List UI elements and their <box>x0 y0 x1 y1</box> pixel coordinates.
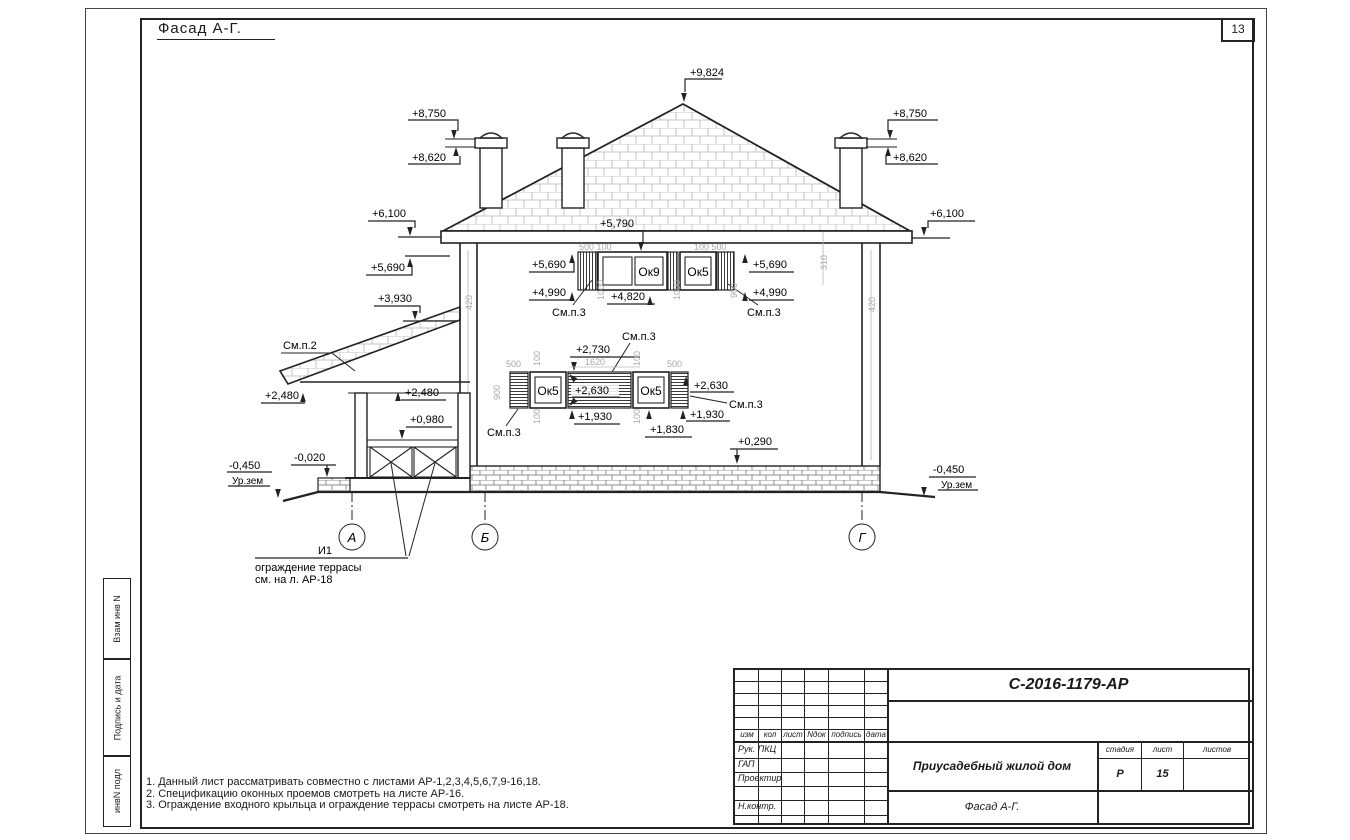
title-block <box>733 668 1250 825</box>
mark-urzem-left: Ур.зем <box>232 476 264 487</box>
porch-post-right <box>458 393 470 478</box>
window-label-ok5-b: Ок5 <box>640 384 662 398</box>
mark-2630-right: +2,630 <box>694 380 728 392</box>
dim-500-100: 500 100 <box>579 242 612 252</box>
mark-peak: +9,824 <box>690 67 724 79</box>
mark-chimney-top-left: +8,750 <box>412 108 446 120</box>
shutter-lower-right <box>671 372 688 408</box>
mark-5790: +5,790 <box>600 218 634 230</box>
side-strip-cell-podpis: Подпись и дата <box>103 658 131 757</box>
axis-label-a: А <box>347 530 357 545</box>
tb-col-kol: кол <box>763 730 777 739</box>
dim-1000-b: 1000 <box>672 279 682 300</box>
mark-m0450-right: -0,450 <box>933 464 965 476</box>
mark-m0450-left: -0,450 <box>229 460 261 472</box>
dim-500-lowleft: 500 <box>506 359 522 369</box>
note-3: 3. Ограждение входного крыльца и ограждение террасы смотреть на листе АР-18. <box>146 799 569 812</box>
dim-100-b: 100 <box>632 350 642 366</box>
shutter-lower-left <box>510 372 528 408</box>
mark-chimney-top-right: +8,750 <box>893 108 927 120</box>
terrace-note-line3: см. на л. АР-18 <box>255 574 333 586</box>
axis-label-g: Г <box>858 530 866 545</box>
chimney-left <box>475 133 507 208</box>
mark-5690-left: +5,690 <box>371 262 405 274</box>
mark-2480-in: +2,480 <box>405 387 439 399</box>
tb-role-ruk: Рук. ПКЦ <box>738 744 777 754</box>
window-label-ok9: Ок9 <box>638 265 660 279</box>
mark-m0020: -0,020 <box>294 452 326 464</box>
dim-420-left: 420 <box>464 294 474 310</box>
tb-role-proektir: Проектир <box>738 773 782 783</box>
dim-500-lowright: 500 <box>667 359 683 369</box>
mark-0290: +0,290 <box>738 436 772 448</box>
dim-1000-a: 1000 <box>596 279 606 300</box>
mark-eave-right: +6,100 <box>930 208 964 220</box>
window-label-ok5-a: Ок5 <box>537 384 559 398</box>
shutter-upper-left <box>578 252 597 290</box>
tb-stage-value: Р <box>1116 768 1124 780</box>
mark-chimney-bot-left: +8,620 <box>412 152 446 164</box>
drawing-title: Фасад А-Г. <box>158 20 242 37</box>
porch-step <box>318 478 350 492</box>
mark-urzem-right: Ур.зем <box>941 480 973 491</box>
mark-5690-band-left: +5,690 <box>532 259 566 271</box>
ref-smp3-lower-right: См.п.3 <box>729 399 763 411</box>
ref-smp3-mid: См.п.3 <box>622 331 656 343</box>
side-strip-cell-vzam: Взам инв N <box>103 578 131 660</box>
tb-col-podpis: подпись <box>831 730 862 739</box>
dim-900-upper: 900 <box>729 282 739 298</box>
dim-900-lower: 900 <box>492 384 502 400</box>
tb-sheets-label: листов <box>1202 745 1232 754</box>
mark-2480-out: +2,480 <box>265 390 299 402</box>
axes <box>339 492 875 550</box>
ref-smp3-upper-left: См.п.3 <box>552 307 586 319</box>
plinth <box>470 466 880 492</box>
dim-100-d: 100 <box>632 408 642 424</box>
dim-100-a: 100 <box>532 350 542 366</box>
terrace-note-i1: И1 <box>318 545 333 557</box>
tb-role-nkontr: Н.контр. <box>738 801 777 811</box>
tb-col-list: лист <box>783 730 803 739</box>
tb-stage-label: стадия <box>1105 745 1135 754</box>
tb-project-name: Приусадебный жилой дом <box>912 758 1072 773</box>
ref-smp3-lower-left: См.п.3 <box>487 427 521 439</box>
dim-1620: 1620 <box>585 357 606 367</box>
terrace-railing <box>367 440 458 477</box>
mark-2730: +2,730 <box>576 344 610 356</box>
tb-doccode-underline <box>887 700 1252 702</box>
dim-310: 310 <box>819 254 829 270</box>
mark-0980: +0,980 <box>410 414 444 426</box>
tb-col-izm: изм <box>740 730 754 739</box>
dim-100-500: 100 500 <box>694 242 727 252</box>
mark-chimney-bot-right: +8,620 <box>893 152 927 164</box>
terrace-note-line2: ограждение террасы <box>255 562 362 574</box>
mark-4990-right: +4,990 <box>753 287 787 299</box>
mark-1830: +1,830 <box>650 424 684 436</box>
tb-sheet-value: 15 <box>1156 768 1169 780</box>
roof-fascia <box>441 231 912 243</box>
tb-sheet-label: лист <box>1152 745 1173 754</box>
mark-4990-left: +4,990 <box>532 287 566 299</box>
dim-100-c: 100 <box>532 408 542 424</box>
mark-4820: +4,820 <box>611 291 645 303</box>
ref-smp3-upper-right: См.п.3 <box>747 307 781 319</box>
mark-3930: +3,930 <box>378 293 412 305</box>
tb-col-data: дата <box>866 730 886 739</box>
ref-smp2: См.п.2 <box>283 340 317 352</box>
mark-eave-left: +6,100 <box>372 208 406 220</box>
chimney-middle <box>557 133 589 208</box>
tb-col-ndok: Nдок <box>807 730 826 739</box>
tb-sheets-value <box>1184 759 1250 789</box>
tb-doc-code: С-2016-1179-АР <box>1008 676 1129 693</box>
window-label-ok5-upper: Ок5 <box>687 265 709 279</box>
porch-post-left <box>355 393 367 478</box>
tb-view-name: Фасад А-Г. <box>964 801 1020 813</box>
dim-420-right: 420 <box>867 296 877 312</box>
mark-5690-band-right: +5,690 <box>753 259 787 271</box>
side-strip-cell-inv: инвN подл <box>103 755 131 827</box>
note-2: 2. Спецификацию оконных проемов смотреть на листе АР-16. <box>146 787 465 800</box>
page-number: 13 <box>1231 22 1245 36</box>
ground-line <box>283 492 935 501</box>
mark-1930-left: +1,930 <box>578 411 612 423</box>
chimney-right <box>835 133 867 208</box>
mark-2630-strip: +2,630 <box>575 385 609 397</box>
tb-role-gap: ГАП <box>738 759 755 769</box>
note-1: 1. Данный лист рассматривать совместно с листами АР-1,2,3,4,5,6,7,9-16,18. <box>146 776 541 788</box>
mark-1930-right: +1,930 <box>690 409 724 421</box>
axis-label-b: Б <box>480 530 490 545</box>
